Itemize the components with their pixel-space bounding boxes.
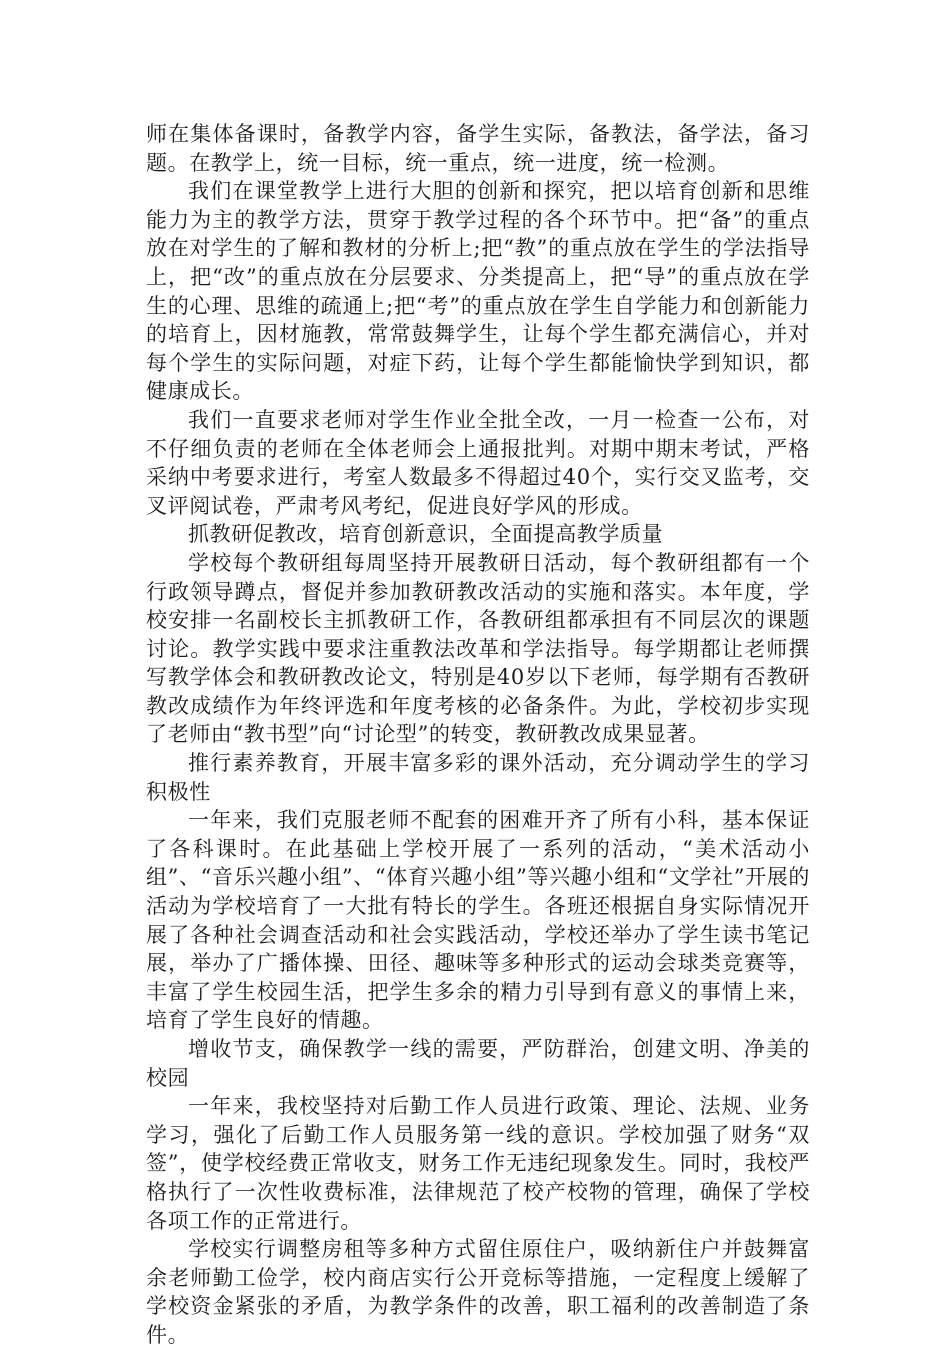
section-heading-quality-education: 推行素养教育，开展丰富多彩的课外活动，充分调动学生的学习积极性 [146,751,810,804]
paragraph-homework-exams: 我们一直要求老师对学生作业全批全改，一月一检查一公布，对不仔细负责的老师在全体老师会上通报批判。对期中期末考试，严格采纳中考要求进行，考室人数最多不得超过40个，实行交叉监考，交叉评阅试卷，严肃考风考纪，促进良好学风的形成。 [146,407,810,518]
document-body [146,120,810,1350]
paragraph-classroom-innovation: 我们在课堂教学上进行大胆的创新和探究，把以培育创新和思维能力为主的教学方法，贯穿于教学过程的各个环节中。把“备”的重点放在对学生的了解和教材的分析上;把“教”的重点放在学生的学法指导上，把“改”的重点放在分层要求、分类提高上，把“导”的重点放在学生的心理、思维的疏通上;把“考”的重点放在学生自学能力和创新能力的培育上，因材施教，常常鼓舞学生，让每个学生都充满信心，并对每个学生的实际问题，对症下药，让每个学生都能愉快学到知识，都健康成长。 [146,179,810,404]
paragraph-teaching-research: 学校每个教研组每周坚持开展教研日活动，每个教研组都有一个行政领导蹲点，督促并参加教研教改活动的实施和落实。本年度，学校安排一名副校长主抓教研工作，各教研组都承担有不同层次的课题讨论。教学实践中要求注重教法改革和学法指导。每学期都让老师撰写教学体会和教研教改论文，特别是40岁以下老师，每学期有否教研教改成绩作为年终评选和年度考核的必备条件。为此，学校初步实现了老师由“教书型”向“讨论型”的转变，教研教改成果显著。 [146,550,810,747]
paragraph-extracurricular: 一年来，我们克服老师不配套的困难开齐了所有小科，基本保证了各科课时。在此基础上学校开展了一系列的活动，“美术活动小组”、“音乐兴趣小组”、“体育兴趣小组”等兴趣小组和“文学社”开展的活动为学校培育了一大批有特长的学生。各班还根据自身实际情况开展了各种社会调查活动和社会实践活动，学校还举办了学生读书笔记展，举办了广播体操、田径、趣味等多种形式的运动会球类竞赛等，丰富了学生校园生活，把学生多余的精力引导到有意义的事情上来，培育了学生良好的情趣。 [146,808,810,1033]
paragraph-continued: 师在集体备课时，备教学内容，备学生实际，备教法，备学法，备习题。在教学上，统一目标，统一重点，统一进度，统一检测。 [146,122,810,175]
paragraph-funding: 学校实行调整房租等多种方式留住原住户，吸纳新住户并鼓舞富余老师勤工俭学，校内商店实行公开竞标等措施，一定程度上缓解了学校资金紧张的矛盾，为教学条件的改善，职工福利的改善制造了条件。 [146,1237,810,1347]
section-heading-teaching-research: 抓教研促教改，培育创新意识，全面提高教学质量 [188,522,664,547]
section-heading-campus: 增收节支，确保教学一线的需要，严防群治，创建文明、净美的校园 [146,1037,810,1090]
paragraph-logistics: 一年来，我校坚持对后勤工作人员进行政策、理论、法规、业务学习，强化了后勤工作人员服务第一线的意识。学校加强了财务“双签”，使学校经费正常收支，财务工作无违纪现象发生。同时，我校严格执行了一次性收费标准，法律规范了校产校物的管理，确保了学校各项工作的正常进行。 [146,1094,810,1233]
